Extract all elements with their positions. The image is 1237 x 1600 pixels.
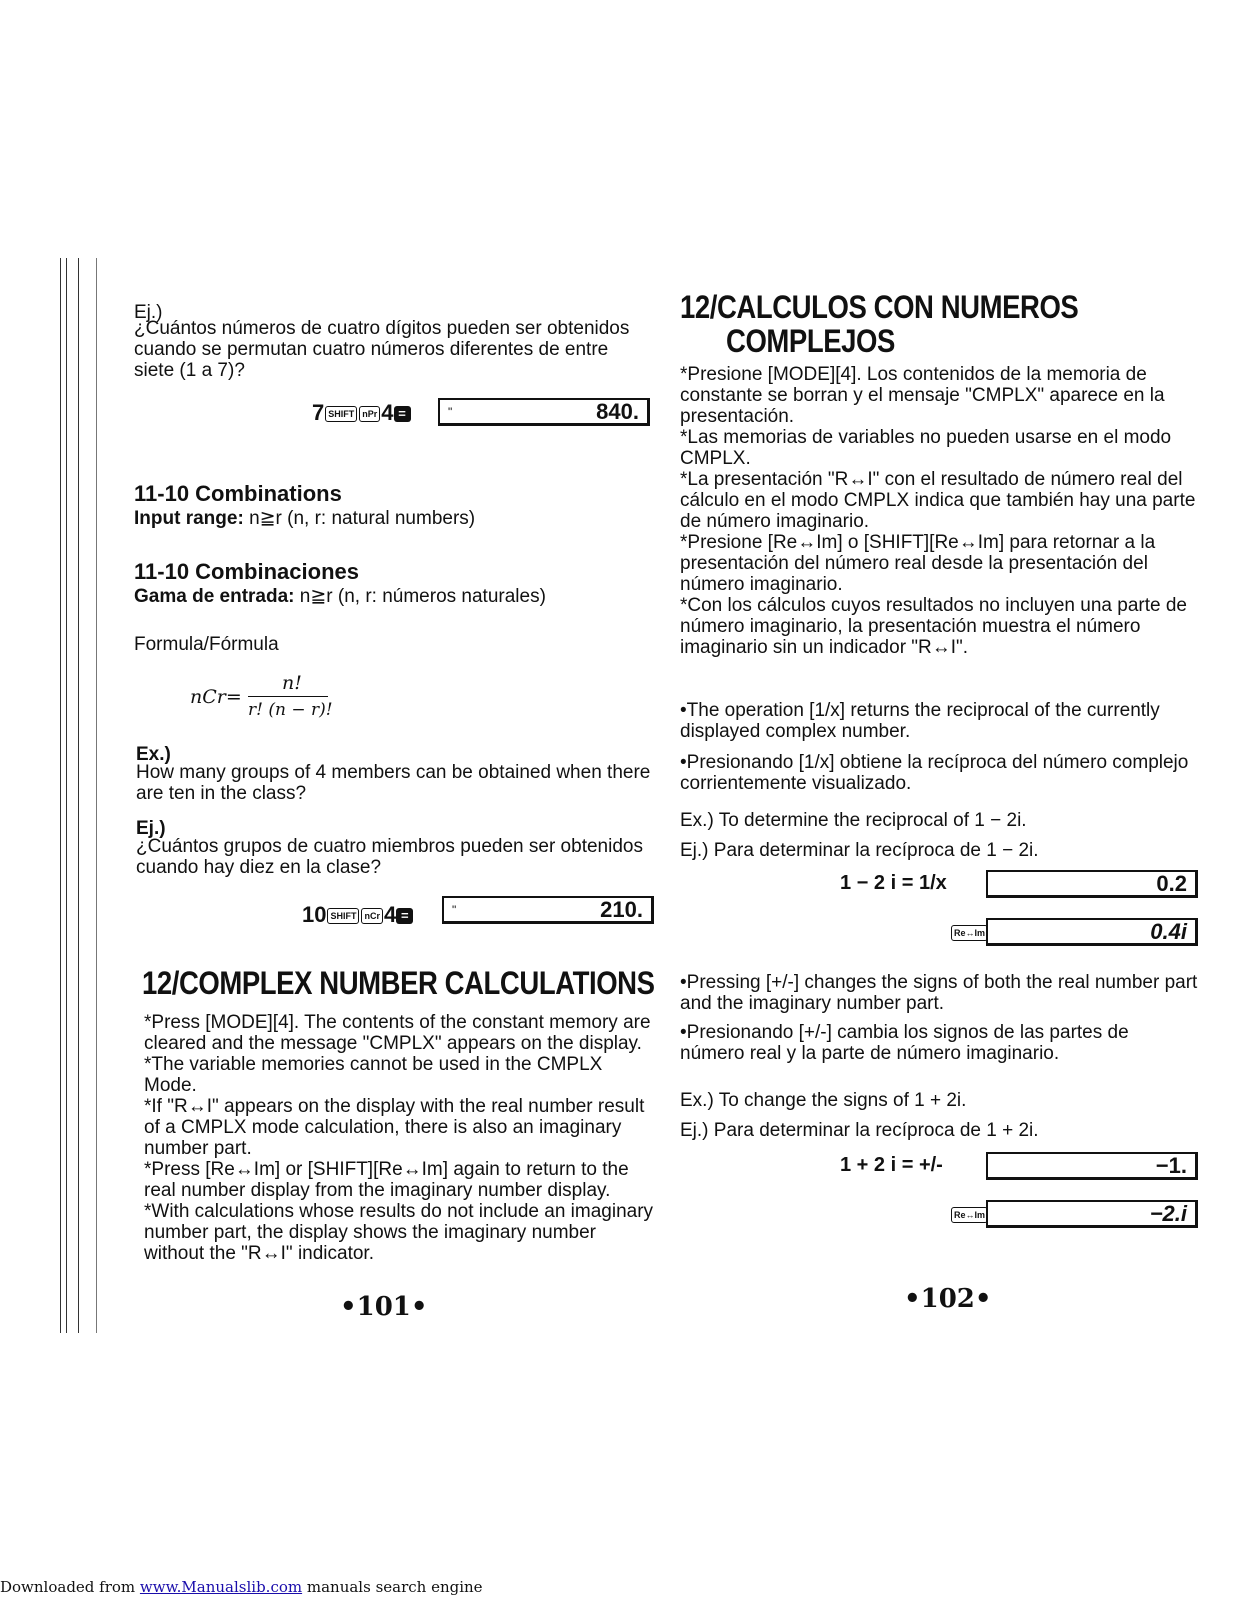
display-result-6: −2.i [986,1200,1198,1228]
bullet-es-1: *Presione [MODE][4]. Los contenidos de la memoria de constante se borran y el mensaje "CMPLX" aparece en la presentación. [680,364,1165,427]
example-2-es: Ej.) Para determinar la recíproca de 1 + 2i. [680,1120,1039,1141]
formula-numerator: n! [282,672,302,694]
equals-key-icon: = [394,406,411,422]
bullet-es-3: *La presentación "R↔I" con el resultado de número real del cálculo en el modo CMPLX indica que también hay una parte de número imaginario. [680,469,1196,532]
shift-key-icon: SHIFT [327,908,359,924]
combinations-en-range [134,508,475,529]
complex-bullets-es [680,364,1198,658]
formula-denominator: r! (n − r)! [248,700,333,720]
bullet-es-2: *Las memorias de variables no pueden usarse en el modo CMPLX. [680,427,1172,469]
ej2-label: Ej.) [136,818,166,839]
display-indicator-icon: " [452,903,457,917]
equals-key-icon: = [396,908,413,924]
bullet-en-4: *Press [Re↔Im] or [SHIFT][Re↔Im] again to return to the real number display from the imaginary number display. [144,1159,629,1201]
display-value-2: 210. [600,897,643,922]
key-sequence-5: 1 + 2 i = +/- [840,1154,943,1176]
sign-change-es: •Presionando [+/-] cambia los signos de las partes de número real y la parte de número imaginario. [680,1022,1129,1064]
ex-text: How many groups of 4 members can be obtained when there are ten in the class? [136,762,651,804]
page-number-right: •102• [904,1284,992,1314]
reciprocal-es: •Presionando [1/x] obtiene la recíproca del número complejo corrientemente visualizado. [680,752,1189,794]
ej1-label: Ej.) [134,302,163,323]
shift-key-icon: SHIFT [325,406,357,422]
npr-key-icon: nPr [359,406,380,422]
seq1-post: 4 [381,400,394,425]
combinations-en-title: 11-10 Combinations [134,481,342,506]
key-sequence-1 [312,400,411,426]
display-result-4: 0.4i [986,918,1198,946]
range-value-es: n≧r (n, r: números naturales) [299,586,546,607]
seq1-pre: 7 [312,400,325,425]
seq2-post: 4 [383,902,397,927]
sign-change-en: •Pressing [+/-] changes the signs of both the real number part and the imaginary number part. [680,972,1198,1014]
page-number-left: •101• [340,1292,428,1322]
bullet-en-3: *If "R↔I" appears on the display with the real number result of a CMPLX mode calculation, there is also an imaginary number part. [144,1096,645,1159]
display-result-2 [442,896,654,924]
combinations-es-title: 11-10 Combinaciones [134,559,359,584]
complejos-title-line1: 12/CALCULOS CON NUMEROS [680,289,1079,325]
bullet-en-1: *Press [MODE][4]. The contents of the constant memory are cleared and the message "CMPLX" appears on the display. [144,1012,651,1054]
bullet-es-4: *Presione [Re↔Im] o [SHIFT][Re↔Im] para retornar a la presentación del número real desde la presentación del número imaginario. [680,532,1156,595]
fraction-bar [248,696,328,697]
example-1-es: Ej.) Para determinar la recíproca de 1 − 2i. [680,840,1039,861]
display-result-5: −1. [986,1152,1198,1180]
range-label-es: Gama de entrada: [134,586,295,607]
bullet-en-5: *With calculations whose results do not include an imaginary number part, the display shows the imaginary number without the "R↔I" indicator. [144,1201,654,1264]
reciprocal-en: •The operation [1/x] returns the reciprocal of the currently displayed complex number. [680,700,1160,742]
complex-section-title: 12/COMPLEX NUMBER CALCULATIONS [142,965,655,1001]
key-sequence-3: 1 − 2 i = 1/x [840,872,947,894]
footer-suffix: manuals search engine [302,1578,483,1596]
range-value-en: n≧r (n, r: natural numbers) [249,508,476,529]
re-im-key-icon-2: Re↔Im [950,1206,989,1224]
formula-label: Formula/Fórmula [134,634,279,655]
ex-label: Ex.) [136,744,171,765]
complex-bullets-en [144,1012,658,1264]
bullet-en-2: *The variable memories cannot be used in the CMPLX Mode. [144,1054,603,1096]
ej2-text: ¿Cuántos grupos de cuatro miembros pueden ser obtenidos cuando hay diez en la clase? [136,836,643,878]
re-im-key-icon: Re↔Im [950,924,989,942]
example-1-en: Ex.) To determine the reciprocal of 1 − 2i. [680,810,1027,831]
combinations-es-range [134,586,546,607]
ej1-text: ¿Cuántos números de cuatro dígitos pueden ser obtenidos cuando se permutan cuatro números diferentes de entre siete (1 a 7)? [134,318,630,381]
range-label-en: Input range: [134,508,244,529]
download-footer [0,1578,483,1596]
formula-lhs: nCr= [190,686,242,708]
complejos-title-line2: COMPLEJOS [726,323,895,359]
example-2-en: Ex.) To change the signs of 1 + 2i. [680,1090,967,1111]
footer-prefix: Downloaded from [0,1578,140,1596]
ncr-key-icon: nCr [361,908,383,924]
display-result-1 [438,398,650,426]
display-result-3: 0.2 [986,870,1198,898]
display-value-1: 840. [596,399,639,424]
key-sequence-2 [302,902,413,928]
bullet-es-5: *Con los cálculos cuyos resultados no incluyen una parte de número imaginario, la presentación muestra el número imaginario sin un indicador "R↔I". [680,595,1187,658]
manualslib-link[interactable]: www.Manualslib.com [139,1578,303,1596]
seq2-pre: 10 [302,902,327,927]
display-indicator-icon: " [448,405,453,419]
